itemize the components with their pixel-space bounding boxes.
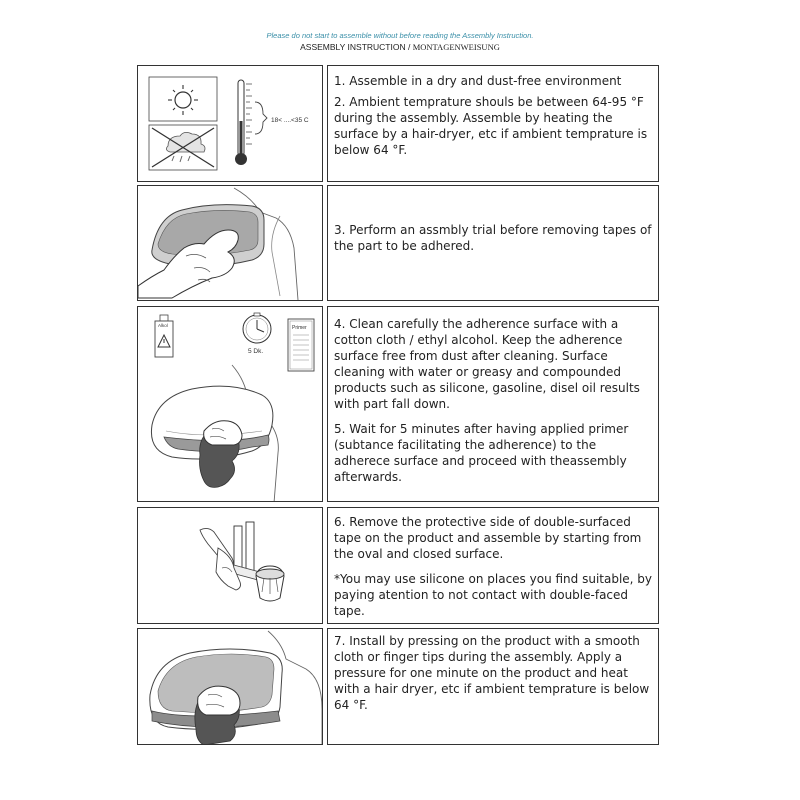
hand-peeling-tape-icon <box>200 522 260 590</box>
hand-pressing-cloth-icon <box>138 629 323 745</box>
step-5-illustration <box>137 628 323 745</box>
alcohol-label: Alkol <box>158 323 168 328</box>
no-rain-icon <box>149 125 217 170</box>
silicone-note-paragraph: *You may use silicone on places you find suitable, by paying atention to not contact with double-faced tape. <box>334 572 653 618</box>
step-row-5 <box>137 628 659 745</box>
title-english: ASSEMBLY INSTRUCTION / <box>300 42 413 52</box>
step-4-text <box>327 507 659 624</box>
step-4-paragraph: 4. Clean carefully the adherence surface with a cotton cloth / ethyl alcohol. Keep the adherence surface free from dust after cleaning. Surface cleaning with water or greasy and compounded products such as silicone, gasoline, disel oil results with part fall down. <box>334 317 640 411</box>
step-row-1 <box>137 65 659 182</box>
step-1-illustration <box>137 65 323 182</box>
step-3-illustration <box>137 306 323 502</box>
hand-pressing-mirror-icon <box>138 186 323 301</box>
document-title <box>0 42 800 52</box>
clock-icon <box>243 313 271 343</box>
hand-wiping-mirror-icon <box>151 365 278 502</box>
step-5-text <box>327 628 659 745</box>
step-row-4 <box>137 507 659 624</box>
step-1-line: 1. Assemble in a dry and dust-free environment <box>334 74 622 88</box>
step-2-paragraph: 2. Ambient temprature shouls be between 64-95 °F during the assembly. Assemble by heating the surface by a hair-dryer, etc if ambient temprature is below 64 °F. <box>334 95 648 157</box>
step-3-text <box>327 306 659 502</box>
trash-bin-icon <box>256 566 284 601</box>
step-2-text <box>327 185 659 301</box>
alcohol-bottle-icon <box>155 315 173 357</box>
step-6-paragraph: 6. Remove the protective side of double-surfaced tape on the product and assemble by starting from the oval and closed surface. <box>334 515 642 561</box>
clock-label: 5 Dk. <box>248 348 264 355</box>
thermometer-icon <box>235 80 267 165</box>
step-4-illustration <box>137 507 323 624</box>
step-1-text <box>327 65 659 182</box>
pre-assembly-notice: Please do not start to assemble without before reading the Assembly Instruction. <box>266 31 534 40</box>
step-row-2 <box>137 185 659 301</box>
step-2-illustration <box>137 185 323 301</box>
title-german: MONTAGENWEISUNG <box>412 42 500 52</box>
step-5-paragraph: 5. Wait for 5 minutes after having applied primer (subtance facilitating the adherence) to the adherece surface and proceed with theassembly afterwards. <box>334 422 629 484</box>
step-3-paragraph: 3. Perform an assmbly trial before removing tapes of the part to be adhered. <box>334 223 652 253</box>
step-row-3 <box>137 306 659 502</box>
sun-icon <box>149 77 217 121</box>
temperature-range-label: 18< ....<35 C <box>271 117 309 124</box>
primer-label: Primer <box>292 325 307 331</box>
step-7-paragraph: 7. Install by pressing on the product with a smooth cloth or finger tips during the assembly. Apply a pressure for one minute on the product and heat with a hair dryer, etc if ambient temprature is below 64 °F. <box>334 634 650 712</box>
